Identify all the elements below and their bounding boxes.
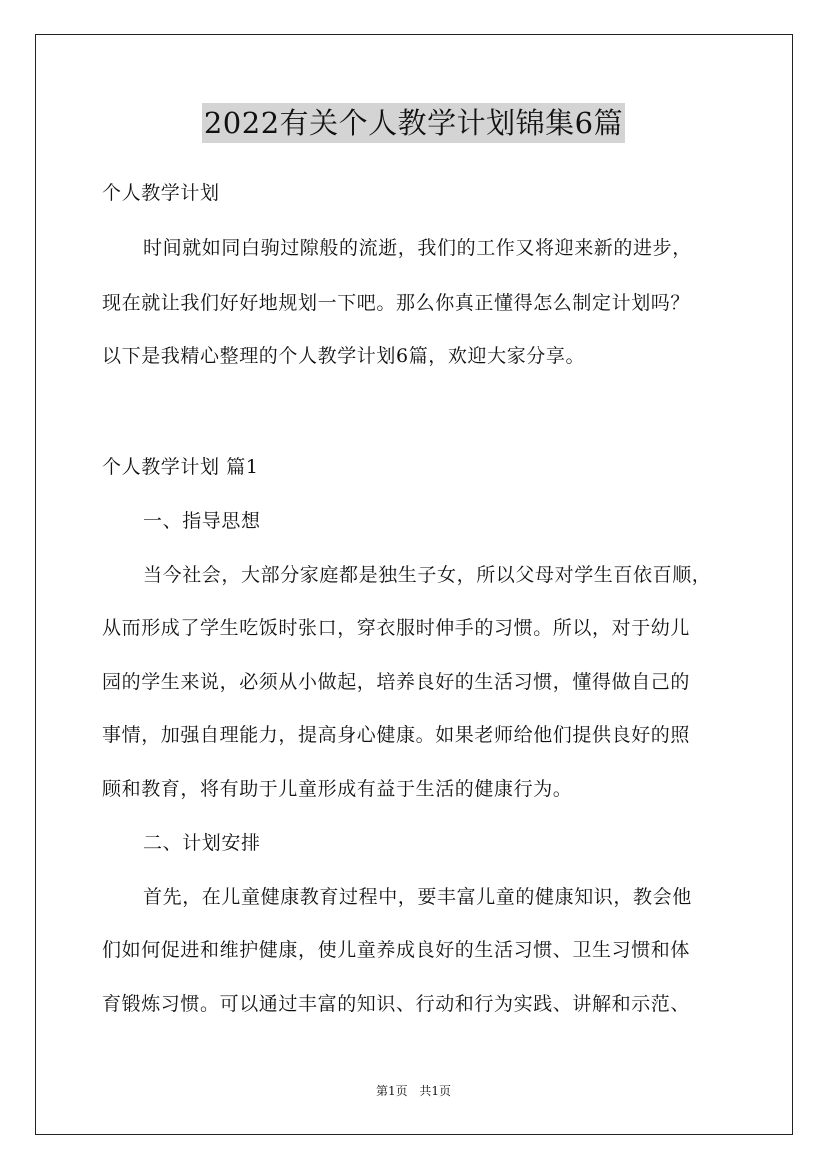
page-footer — [0, 1083, 827, 1099]
page-total: 共1页 — [419, 1084, 452, 1098]
intro-line-1: 时间就如同白驹过隙般的流逝，我们的工作又将迎来新的进步， — [143, 237, 692, 259]
paragraph-1-line-1: 当今社会，大部分家庭都是独生子女，所以父母对学生百依百顺， — [143, 564, 712, 586]
section-heading: 个人教学计划 篇1 — [102, 456, 259, 478]
page-number: 第1页 — [375, 1084, 408, 1098]
title-block — [0, 103, 827, 143]
paragraph-1-line-3: 园的学生来说，必须从小做起，培养良好的生活习惯，懂得做自己的 — [102, 671, 691, 693]
paragraph-1-line-4: 事情，加强自理能力，提高身心健康。如果老师给他们提供良好的照 — [102, 724, 691, 746]
paragraph-2-line-3: 育锻炼习惯。可以通过丰富的知识、行动和行为实践、讲解和示范、 — [102, 993, 691, 1015]
subheading-guiding-idea: 一、指导思想 — [143, 510, 261, 532]
paragraph-1-line-5: 顾和教育，将有助于儿童形成有益于生活的健康行为。 — [102, 778, 573, 800]
document-heading: 个人教学计划 — [102, 182, 220, 204]
intro-line-2: 现在就让我们好好地规划一下吧。那么你真正懂得怎么制定计划吗？ — [102, 292, 691, 314]
subheading-plan: 二、计划安排 — [143, 832, 261, 854]
paragraph-1-line-2: 从而形成了学生吃饭时张口，穿衣服时伸手的习惯。所以，对于幼儿 — [102, 617, 691, 639]
intro-line-3: 以下是我精心整理的个人教学计划6篇，欢迎大家分享。 — [102, 345, 586, 367]
paragraph-2-line-2: 们如何促进和维护健康，使儿童养成良好的生活习惯、卫生习惯和体 — [102, 939, 691, 961]
document-title: 2022有关个人教学计划锦集6篇 — [202, 103, 625, 143]
paragraph-2-line-1: 首先，在儿童健康教育过程中，要丰富儿童的健康知识，教会他 — [143, 886, 692, 908]
